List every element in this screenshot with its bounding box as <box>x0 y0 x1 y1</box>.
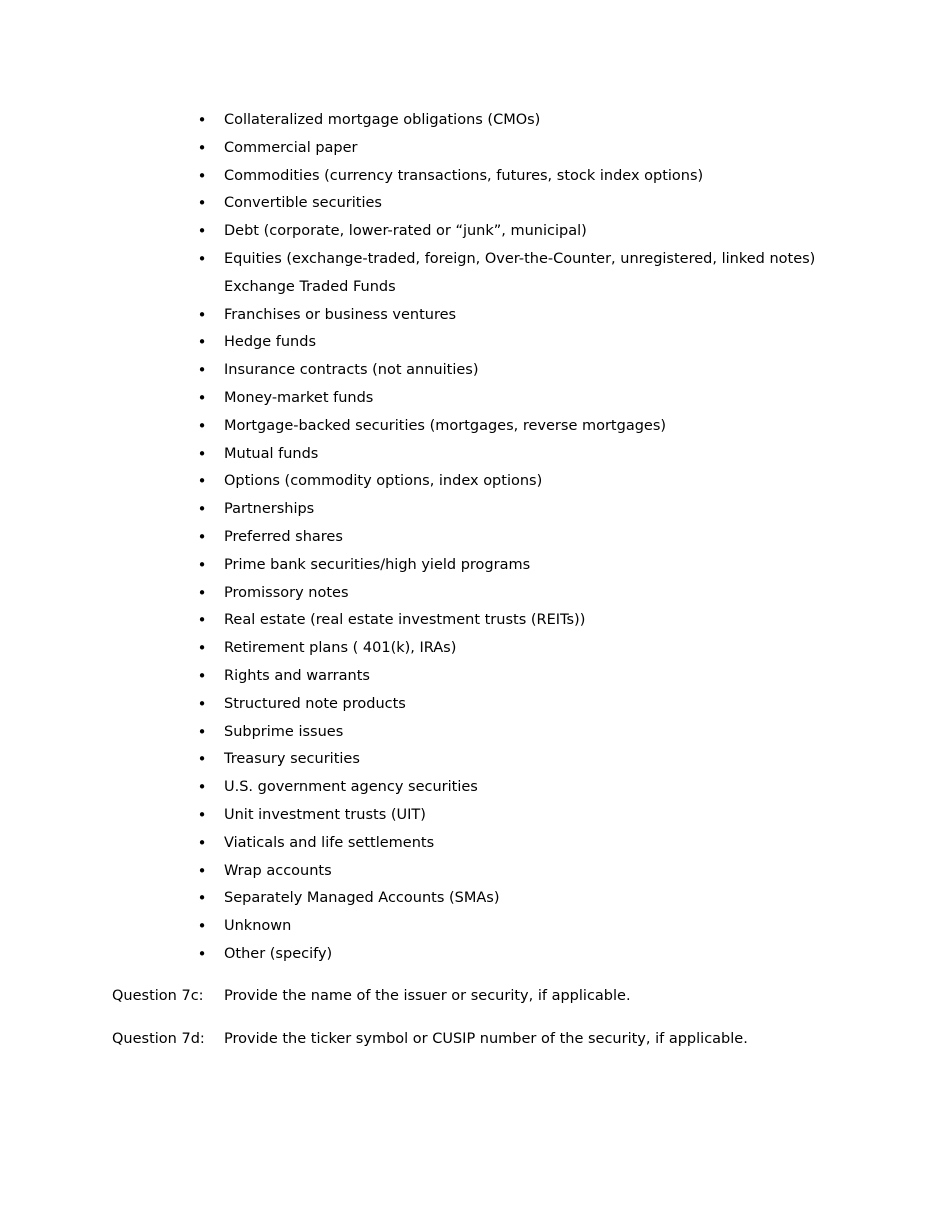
bullet-dot-icon: • <box>197 527 207 546</box>
bullet-dot-icon: • <box>197 917 207 936</box>
list-item <box>0 552 950 580</box>
list-item <box>0 302 950 330</box>
question-7d-text: Provide the ticker symbol or CUSIP number of the security, if applicable. <box>224 1031 748 1047</box>
list-item-text: Mutual funds <box>224 445 319 462</box>
bullet-dot-icon: • <box>197 639 207 658</box>
list-item <box>0 913 950 941</box>
bullet-dot-icon: • <box>197 361 207 380</box>
list-item-text: Viaticals and life settlements <box>224 834 435 851</box>
list-item-text: Hedge funds <box>224 334 317 351</box>
list-item <box>0 329 950 357</box>
list-item <box>0 691 950 719</box>
list-item-text: Prime bank securities/high yield programs <box>224 556 531 573</box>
list-item <box>0 580 950 608</box>
list-item <box>0 830 950 858</box>
question-7c-label: Question 7c: <box>112 988 204 1004</box>
list-item <box>0 246 950 274</box>
list-item <box>0 357 950 385</box>
list-item <box>0 858 950 886</box>
bullet-dot-icon: • <box>197 889 207 908</box>
list-item <box>0 663 950 691</box>
list-item-text: Real estate (real estate investment trusts (REITs)) <box>224 612 586 629</box>
list-item-text: Other (specify) <box>224 945 333 962</box>
bullet-dot-icon: • <box>197 416 207 435</box>
bullet-dot-icon: • <box>197 472 207 491</box>
list-item <box>0 218 950 246</box>
list-item-text: Wrap accounts <box>224 862 332 879</box>
bullet-dot-icon: • <box>197 861 207 880</box>
bullet-dot-icon: • <box>197 555 207 574</box>
list-item <box>0 190 950 218</box>
list-item <box>0 802 950 830</box>
list-item <box>0 524 950 552</box>
bullet-dot-icon: • <box>197 694 207 713</box>
list-item-text: Money-market funds <box>224 389 374 406</box>
question-7c <box>0 984 950 1008</box>
bullet-dot-icon: • <box>197 194 207 213</box>
list-item-text: Separately Managed Accounts (SMAs) <box>224 890 500 907</box>
list-item-text: Treasury securities <box>224 751 360 768</box>
bullet-dot-icon: • <box>197 778 207 797</box>
list-item <box>0 413 950 441</box>
list-item-text: Preferred shares <box>224 528 343 545</box>
bullet-dot-icon: • <box>197 500 207 519</box>
list-item-text: Structured note products <box>224 695 406 712</box>
list-item-text: Options (commodity options, index options) <box>224 473 543 490</box>
list-item <box>0 274 950 302</box>
list-item-text: Insurance contracts (not annuities) <box>224 362 479 379</box>
list-item <box>0 468 950 496</box>
list-item-text: Unit investment trusts (UIT) <box>224 806 426 823</box>
list-item-text: Commodities (currency transactions, futures, stock index options) <box>224 167 704 184</box>
question-7c-text: Provide the name of the issuer or security, if applicable. <box>224 988 631 1004</box>
list-item <box>0 635 950 663</box>
list-item-text: Rights and warrants <box>224 667 370 684</box>
bullet-dot-icon: • <box>197 249 207 268</box>
bullet-dot-icon: • <box>197 722 207 741</box>
list-item-text: Partnerships <box>224 501 315 518</box>
bullet-dot-icon: • <box>197 305 207 324</box>
list-item-text: Debt (corporate, lower-rated or “junk”, municipal) <box>224 223 587 240</box>
bullet-dot-icon: • <box>197 805 207 824</box>
bullet-dot-icon: • <box>197 388 207 407</box>
list-item-text: Convertible securities <box>224 195 382 212</box>
list-item <box>0 496 950 524</box>
list-item-text: Franchises or business ventures <box>224 306 457 323</box>
list-item-text: U.S. government agency securities <box>224 779 478 796</box>
list-item-text: Mortgage-backed securities (mortgages, reverse mortgages) <box>224 417 667 434</box>
list-item <box>0 941 950 969</box>
list-item-text: Retirement plans ( 401(k), IRAs) <box>224 640 457 657</box>
question-7d <box>0 1027 950 1051</box>
list-item <box>0 607 950 635</box>
list-item <box>0 719 950 747</box>
bullet-dot-icon: • <box>197 944 207 963</box>
list-item-text: Collateralized mortgage obligations (CMOs) <box>224 112 541 128</box>
list-item <box>0 163 950 191</box>
bullet-dot-icon: • <box>197 333 207 352</box>
bullet-dot-icon: • <box>197 583 207 602</box>
list-item <box>0 774 950 802</box>
bullet-dot-icon: • <box>197 222 207 241</box>
list-item-text: Commercial paper <box>224 139 358 156</box>
list-item <box>0 135 950 163</box>
list-item <box>0 385 950 413</box>
list-item-text: Unknown <box>224 918 292 935</box>
question-7d-label: Question 7d: <box>112 1031 205 1047</box>
list-item <box>0 441 950 469</box>
bullet-dot-icon: • <box>197 750 207 769</box>
bullet-dot-icon: • <box>197 111 207 129</box>
list-item <box>0 107 950 135</box>
bullet-dot-icon: • <box>197 166 207 185</box>
list-item-text: Promissory notes <box>224 584 349 601</box>
list-item-text: Subprime issues <box>224 723 344 740</box>
list-item-text: Equities (exchange-traded, foreign, Over-the-Counter, unregistered, linked notes) <box>224 250 816 267</box>
bullet-dot-icon: • <box>197 138 207 157</box>
list-item-text: Exchange Traded Funds <box>224 278 396 295</box>
list-item <box>0 885 950 913</box>
bullet-dot-icon: • <box>197 833 207 852</box>
list-item <box>0 746 950 774</box>
bullet-dot-icon: • <box>197 444 207 463</box>
bullet-dot-icon: • <box>197 611 207 630</box>
security-type-list <box>0 107 950 969</box>
bullet-dot-icon: • <box>197 666 207 685</box>
